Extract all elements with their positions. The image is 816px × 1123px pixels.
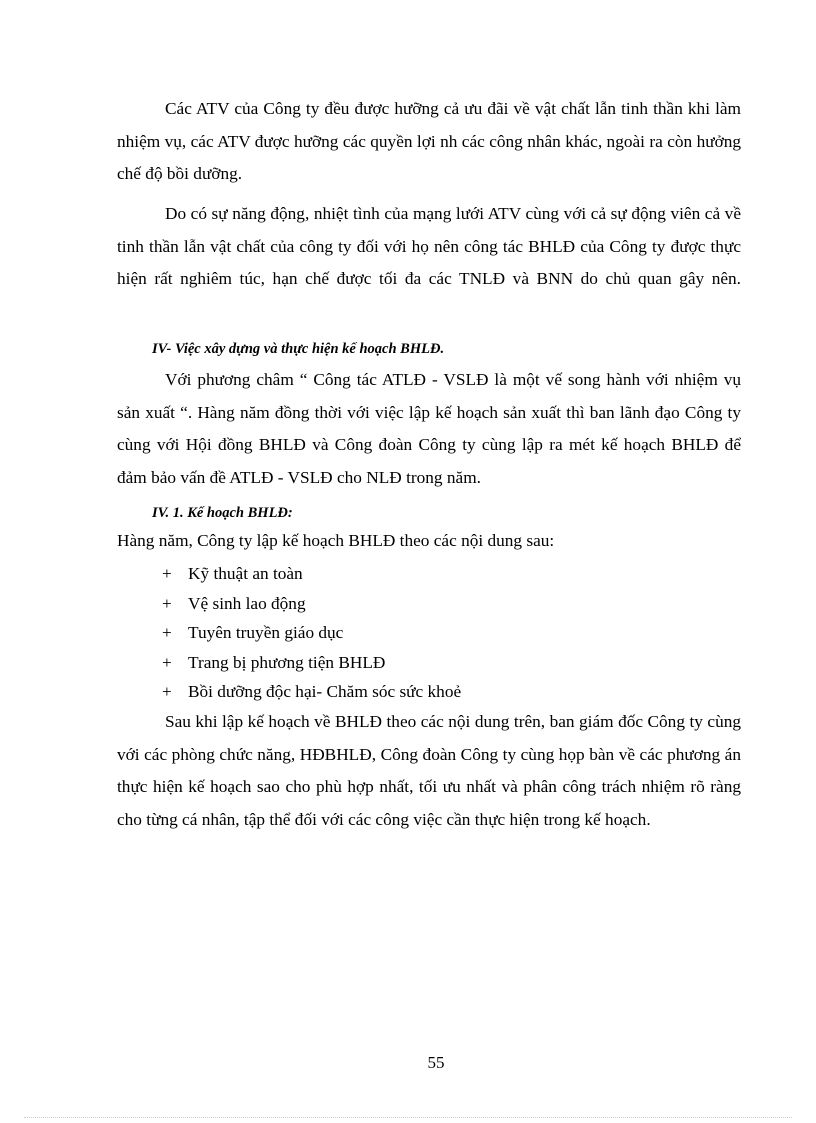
section-heading-iv: IV- Việc xây dựng và thực hiện kế hoạch BHLĐ.: [152, 341, 445, 357]
plus-bullet-icon: +: [162, 593, 172, 613]
footer-divider: [24, 1117, 792, 1118]
list-item: [162, 618, 461, 648]
list-item-text: Bồi dưỡng độc hại- Chăm sóc sức khoẻ: [188, 682, 462, 702]
paragraph-atv-network: Do có sự năng động, nhiệt tình của mạng lưới ATV cùng với cả sự động viên cả về tinh thần lẫn vật chất của công ty đối với họ nên công tác BHLĐ của Công ty được thực hiện rất nghiêm túc, hạn chế được tối đa các TNLĐ và BNN do chủ quan gây nên.: [117, 204, 741, 288]
list-item: [162, 589, 461, 619]
plus-bullet-icon: +: [162, 652, 172, 672]
list-item-text: Trang bị phương tiện BHLĐ: [188, 652, 386, 672]
plan-content-list: [162, 559, 461, 707]
plus-bullet-icon: +: [162, 564, 172, 583]
list-item: [162, 648, 461, 678]
section-heading-iv-1: IV. 1. Kế hoạch BHLĐ:: [152, 505, 293, 521]
list-item: [162, 559, 461, 589]
paragraph-motto: Với phương châm “ Công tác ATLĐ - VSLĐ là một vế song hành với nhiệm vụ sản xuất “. Hàng năm đồng thời với việc lập kế hoạch sản xuất thì ban lãnh đạo Công ty cùng với Hội đồng BHLĐ và Công đoàn Công ty cùng lập ra mét kế hoạch BHLĐ để đảm bảo vấn đề ATLĐ - VSLĐ cho NLĐ trong năm.: [117, 370, 741, 487]
list-intro: Hàng năm, Công ty lập kế hoạch BHLĐ theo các nội dung sau:: [117, 531, 555, 550]
plus-bullet-icon: +: [162, 682, 172, 702]
list-item: [162, 677, 461, 707]
list-item-text: Vệ sinh lao động: [188, 593, 306, 613]
list-item-text: Kỹ thuật an toàn: [188, 564, 303, 583]
page-number: 55: [427, 1053, 445, 1072]
plus-bullet-icon: +: [162, 623, 172, 643]
list-item-text: Tuyên truyền giáo dục: [188, 623, 344, 643]
paragraph-atv-benefits: Các ATV của Công ty đều được hưỡng cả ưu đãi về vật chất lẫn tinh thần khi làm nhiệm vụ, các ATV được hưỡng các quyền lợi nh các công nhân khác, ngoài ra còn hưởng chế độ bồi dưỡng.: [117, 99, 741, 183]
paragraph-plan-meeting: Sau khi lập kế hoạch về BHLĐ theo các nội dung trên, ban giám đốc Công ty cùng với các phòng chức năng, HĐBHLĐ, Công đoàn Công ty cùng họp bàn về các phương án thực hiện kế hoạch sao cho phù hợp nhất, tối ưu nhất và phân công trách nhiệm rõ ràng cho từng cá nhân, tập thể đối với các công việc cần thực hiện trong kế hoạch.: [117, 712, 741, 829]
